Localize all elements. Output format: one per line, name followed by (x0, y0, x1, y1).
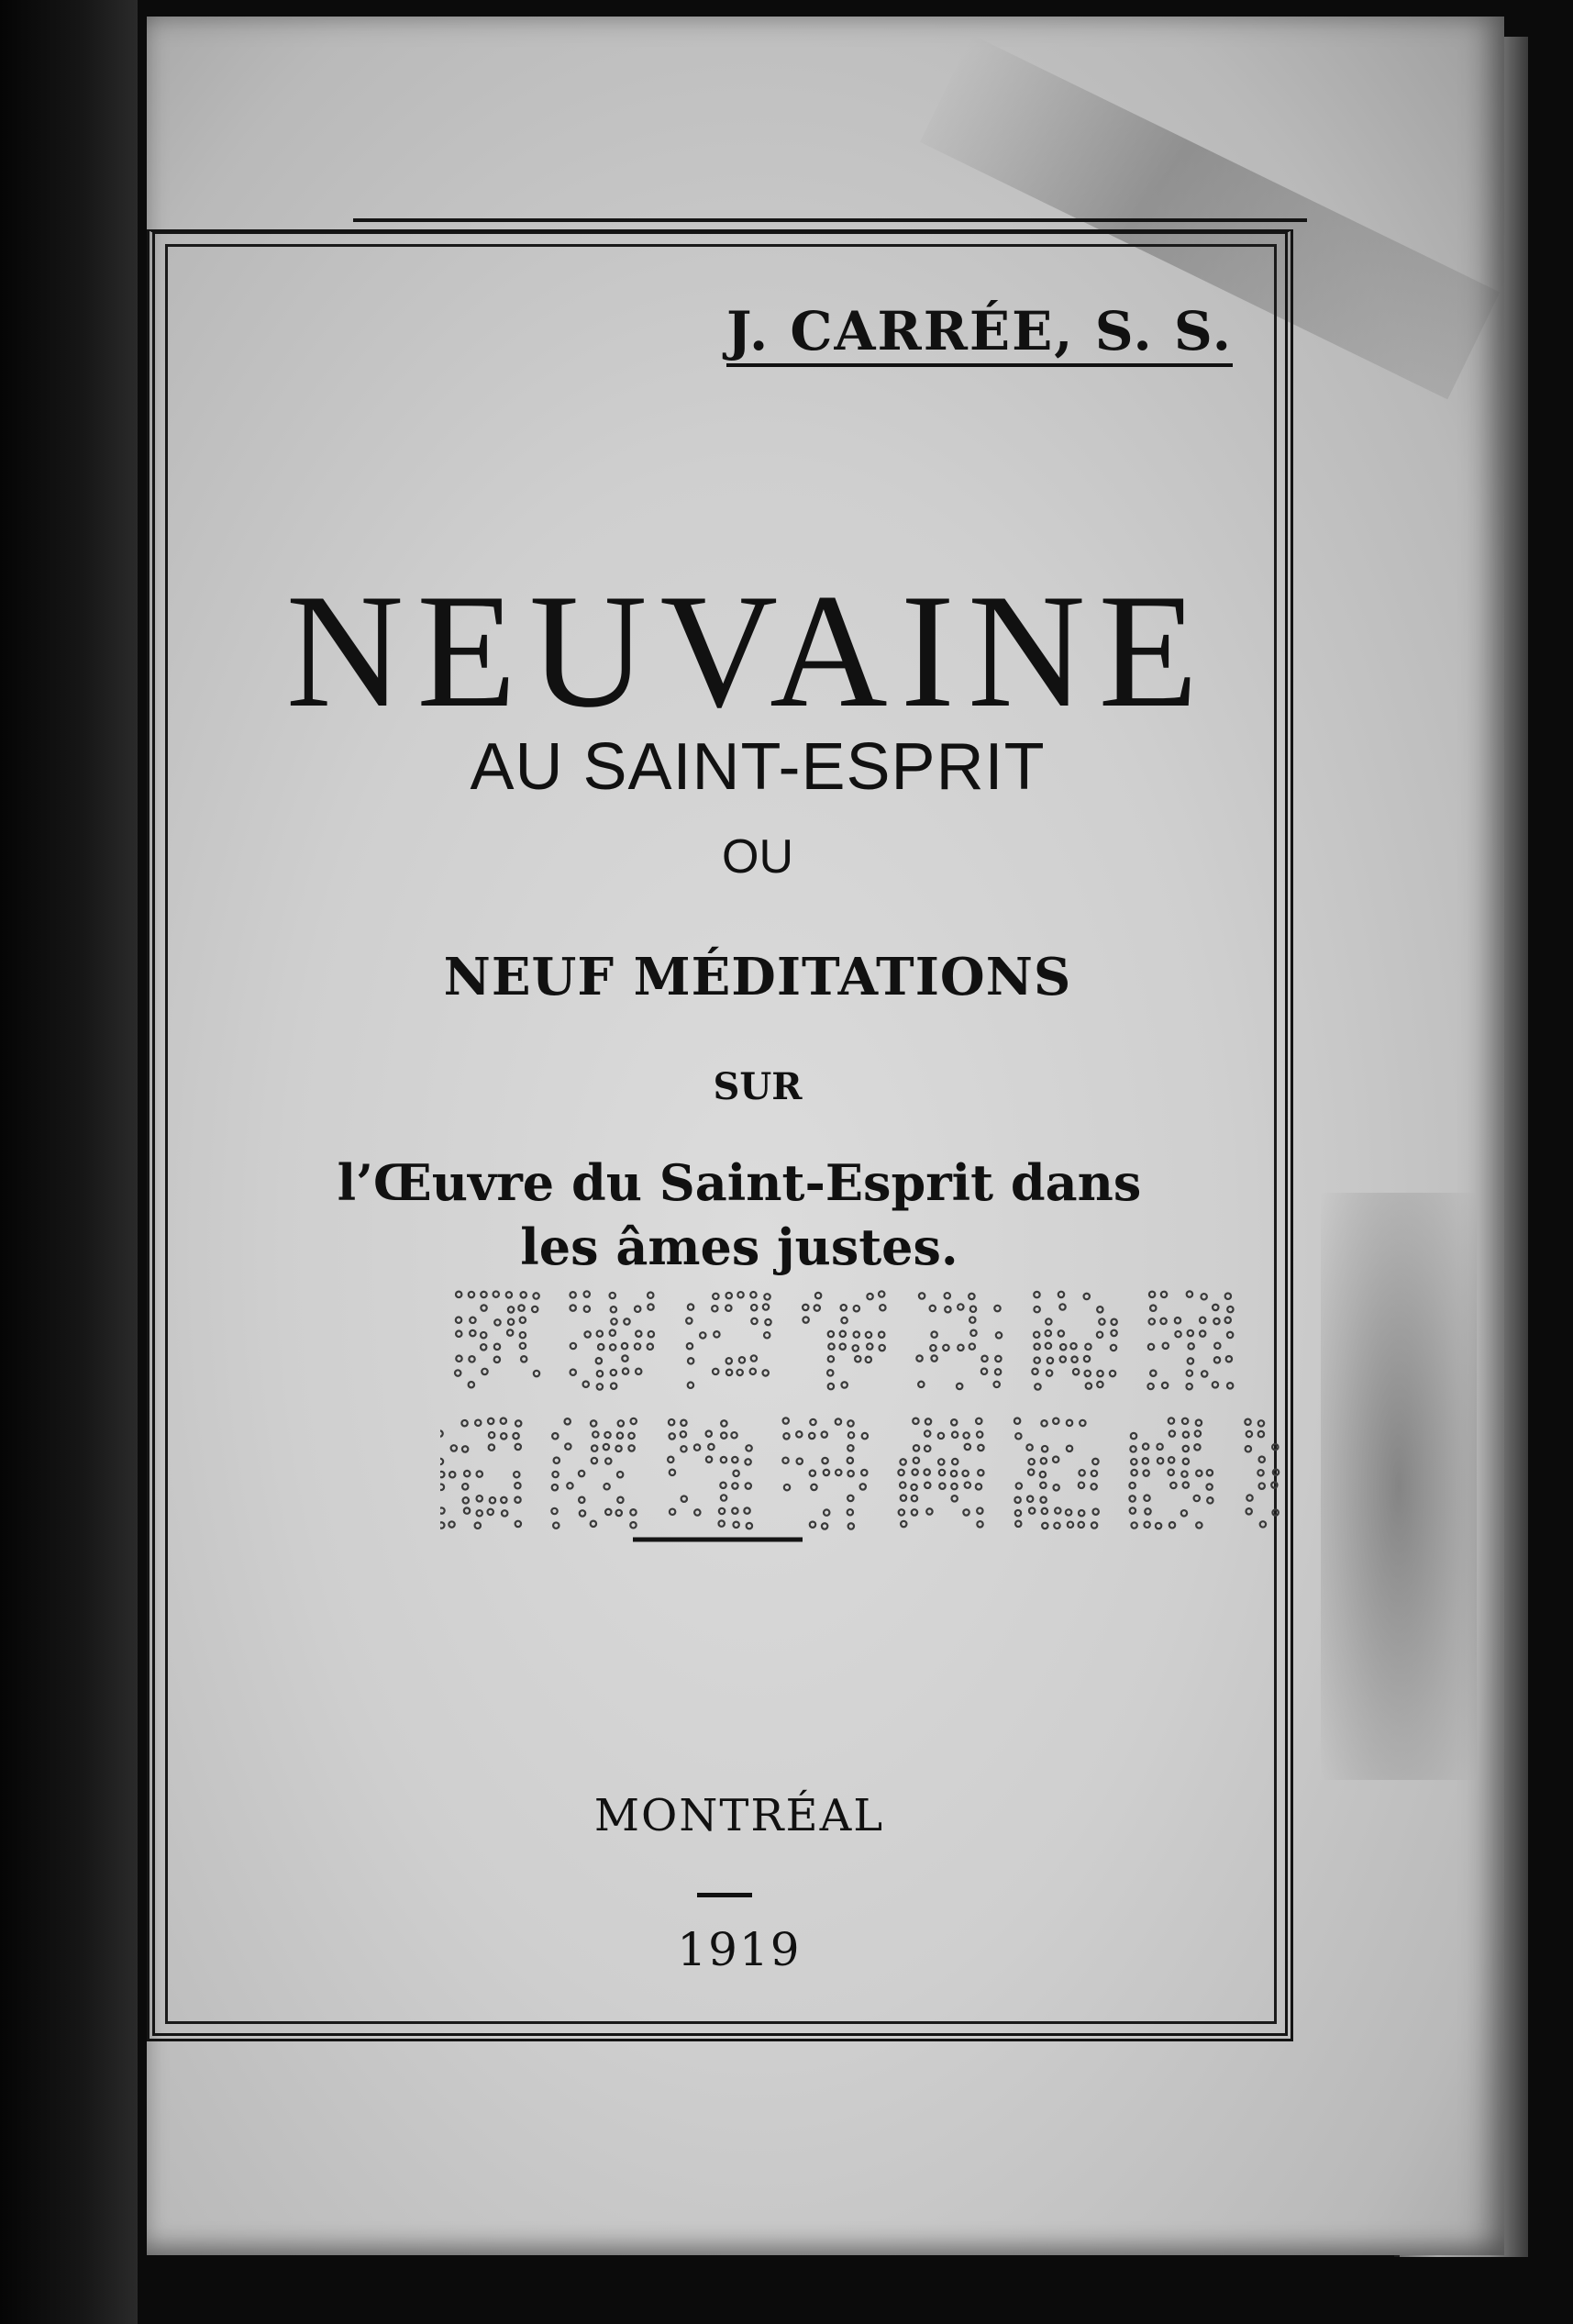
title-connector: OU (722, 830, 793, 884)
place-year-separator (697, 1893, 752, 1897)
publication-year: 1919 (677, 1923, 802, 1976)
paper-stain (1321, 1193, 1477, 1780)
author-name: J. CARRÉE, S. S. (726, 303, 1233, 367)
book-title: NEUVAINE (285, 560, 1212, 741)
cover-border-inner (165, 244, 1277, 2024)
description-line-1: l’Œuvre du Saint-Esprit dans (337, 1153, 1142, 1212)
book-subtitle: AU SAINT-ESPRIT (470, 730, 1046, 804)
title-preposition: SUR (713, 1065, 803, 1108)
publication-place: MONTRÉAL (593, 1790, 885, 1841)
frame-top-rule (353, 218, 1307, 222)
perforated-library-stamp (440, 1284, 1293, 1551)
description-line-2: les âmes justes. (520, 1218, 958, 1276)
book-spine-shadow (0, 0, 138, 2324)
alternate-title: NEUF MÉDITATIONS (443, 947, 1072, 1007)
